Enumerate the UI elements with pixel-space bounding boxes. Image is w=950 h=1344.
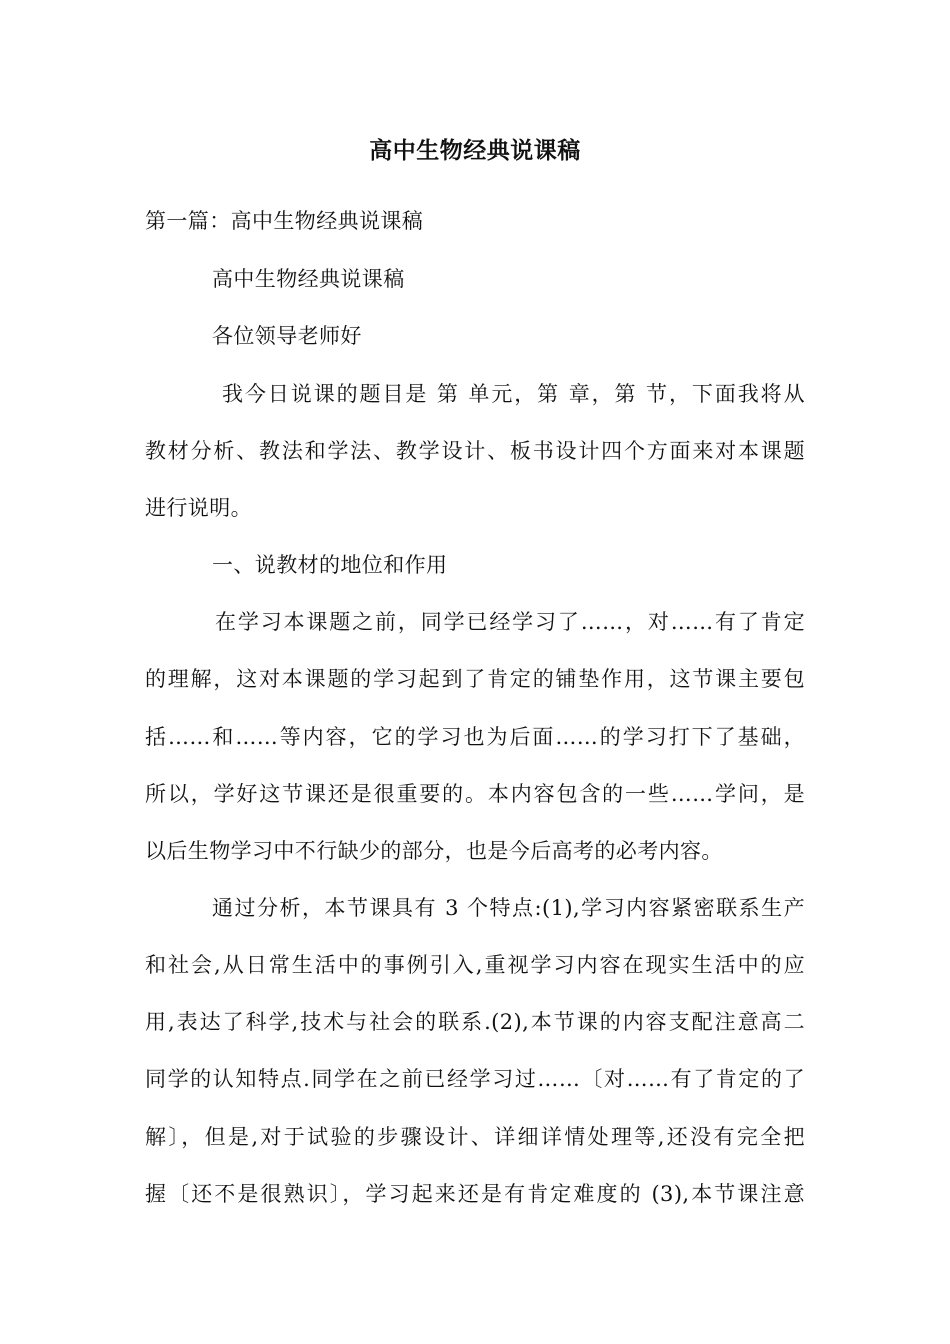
paragraph-line: 用,表达了科学,技术与社会的联系.(2),本节课的内容支配注意高二 [145, 1010, 805, 1034]
paragraph-line: 教材分析、教法和学法、教学设计、板书设计四个方面来对本课题 [145, 439, 805, 463]
paragraph-line: 通过分析，本节课具有 3 个特点:(1),学习内容紧密联系生产 [212, 896, 805, 920]
paragraph-line: 同学的认知特点.同学在之前已经学习过……〔对……有了肯定的了 [145, 1067, 805, 1091]
paragraph-line: 以后生物学习中不行缺少的部分，也是今后高考的必考内容。 [145, 839, 723, 863]
section-heading: 第一篇：高中生物经典说课稿 [145, 209, 424, 233]
document-title: 高中生物经典说课稿 [369, 137, 581, 164]
paragraph-line: 解〕，但是,对于试验的步骤设计、详细详情处理等,还没有完全把 [145, 1125, 805, 1149]
subtitle: 高中生物经典说课稿 [212, 267, 405, 291]
paragraph-line: 所以，学好这节课还是很重要的。本内容包含的一些……学问，是 [145, 782, 805, 806]
paragraph-line: 括……和……等内容，它的学习也为后面……的学习打下了基础， [145, 725, 805, 749]
paragraph-line: 进行说明。 [145, 496, 252, 520]
greeting: 各位领导老师好 [212, 324, 362, 348]
paragraph-line: 的理解，这对本课题的学习起到了肯定的铺垫作用，这节课主要包 [145, 667, 805, 691]
paragraph-line: 在学习本课题之前，同学已经学习了……，对……有了肯定 [215, 610, 805, 634]
paragraph-line: 我今日说课的题目是 第 单元，第 章，第 节，下面我将从 [222, 382, 805, 406]
paragraph-line: 握〔还不是很熟识〕，学习起来还是有肯定难度的 (3),本节课注意 [145, 1182, 805, 1206]
paragraph-line: 和社会,从日常生活中的事例引入,重视学习内容在现实生活中的应 [145, 953, 805, 977]
section-subheading: 一、说教材的地位和作用 [212, 553, 448, 577]
